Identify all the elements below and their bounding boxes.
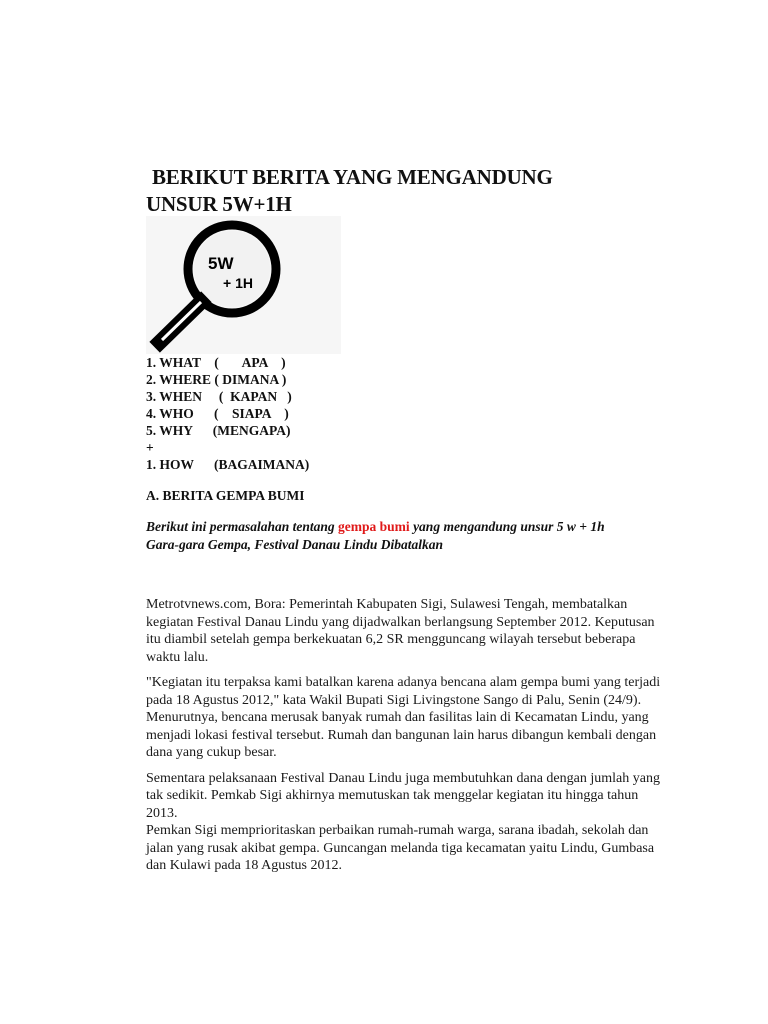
list-item: 5. WHY (MENGAPA) (146, 423, 291, 438)
list-item: + (146, 440, 154, 455)
elements-list (146, 354, 466, 473)
logo-text-1h: + 1H (223, 275, 253, 291)
section-heading: A. BERITA GEMPA BUMI (146, 488, 305, 503)
page-title (146, 164, 666, 218)
article-paragraph: Sementara pelaksanaan Festival Danau Lindu juga membutuhkan dana dengan jumlah yang tak sedikit. Pemkab Sigi akhirnya memutuskan tak menggelar kegiatan itu hingga tahun 2013. (146, 770, 660, 821)
list-item: 2. WHERE ( DIMANA ) (146, 372, 287, 387)
news-headline: Gara-gara Gempa, Festival Danau Lindu Dibatalkan (146, 537, 444, 552)
title-line-2: UNSUR 5W+1H (146, 192, 292, 216)
intro-highlight: gempa bumi (338, 519, 410, 534)
title-line-1: BERIKUT BERITA YANG MENGANDUNG (152, 165, 553, 189)
list-item: 1. HOW (BAGAIMANA) (146, 457, 310, 472)
magnifying-glass-icon (146, 216, 341, 354)
intro-after: yang mengandung unsur 5 w + 1h (409, 519, 605, 534)
article-paragraph: "Kegiatan itu terpaksa kami batalkan karena adanya bencana alam gempa bumi yang terjadi pada 18 Agustus 2012," kata Wakil Bupati Sigi Livingstone Sango di Palu, Senin (24/9). (146, 675, 661, 708)
logo-text-5w: 5W (208, 254, 234, 273)
article-paragraph: Metrotvnews.com, Bora: Pemerintah Kabupaten Sigi, Sulawesi Tengah, membatalkan kegiatan Festival Danau Lindu yang dijadwalkan berlangsung September 2012. Keputusan itu diambil setelah gempa berkekuatan 6,2 SR mengguncang wilayah tersebut beberapa waktu lalu. (146, 597, 655, 665)
article-paragraph: Menurutnya, bencana merusak banyak rumah dan fasilitas lain di Kecamatan Lindu, yang menjadi lokasi festival tersebut. Rumah dan bangunan lain harus dibangun kembali dengan dana yang cukup besar. (146, 710, 657, 760)
article-body (146, 596, 666, 875)
list-item: 1. WHAT ( APA ) (146, 355, 286, 370)
list-item: 3. WHEN ( KAPAN ) (146, 389, 292, 404)
intro-sentence (146, 518, 666, 536)
article-paragraph: Pemkan Sigi memprioritaskan perbaikan rumah-rumah warga, sarana ibadah, sekolah dan jalan yang rusak akibat gempa. Guncangan melanda tiga kecamatan yaitu Lindu, Gumbasa dan Kulawi pada 18 Agustus 2012. (146, 823, 655, 873)
list-item: 4. WHO ( SIAPA ) (146, 406, 289, 421)
intro-before: Berikut ini permasalahan tentang (146, 519, 339, 534)
intro-block (146, 518, 666, 554)
